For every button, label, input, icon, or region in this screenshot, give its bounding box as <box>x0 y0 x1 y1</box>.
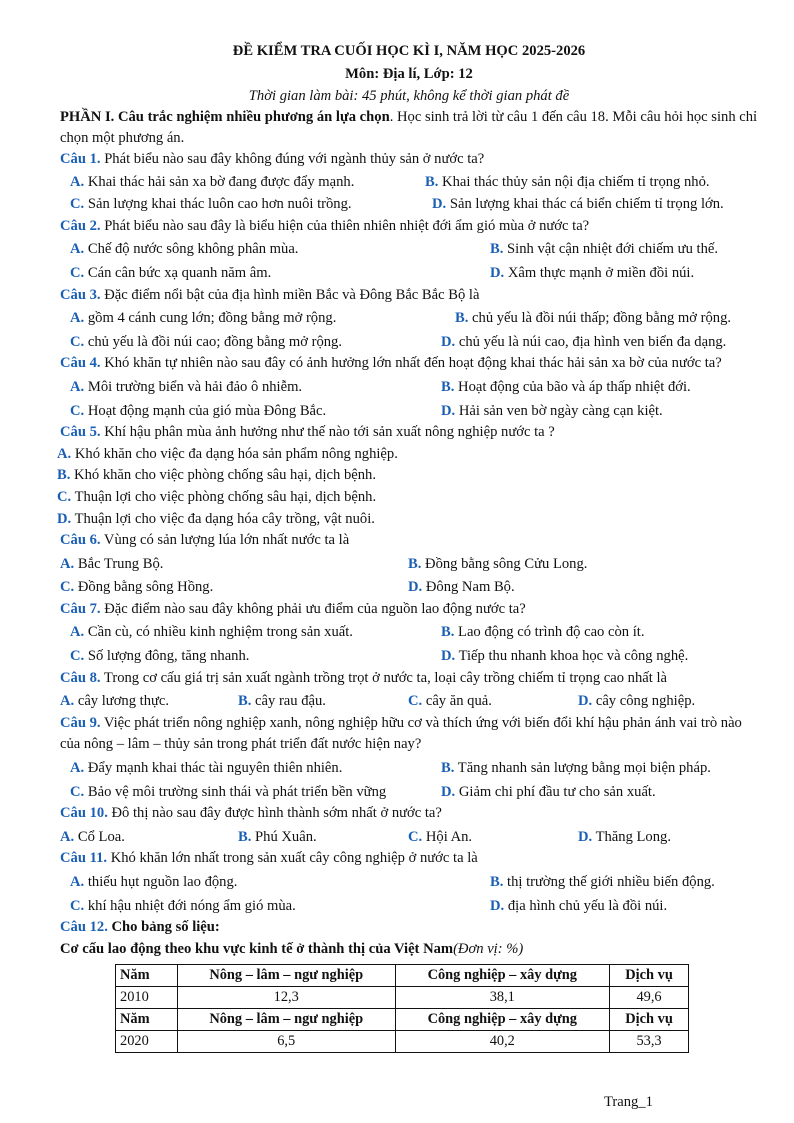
option-a[interactable]: A. Môi trường biển và hải đảo ô nhiễm. <box>70 378 303 395</box>
option-b[interactable]: B. chủ yếu là đồi núi thấp; đồng bằng mở rộng. <box>455 310 732 327</box>
table-cell: 12,3 <box>177 987 395 1009</box>
question-11 <box>60 848 758 917</box>
table-header-cell: Dịch vụ <box>610 1009 689 1031</box>
option-a[interactable]: A. Bắc Trung Bộ. <box>60 555 164 572</box>
option-c[interactable]: C. Cán cân bức xạ quanh năm âm. <box>70 264 272 281</box>
exam-title: ĐỀ KIỂM TRA CUỐI HỌC KÌ I, NĂM HỌC 2025-2026 <box>232 43 586 59</box>
option-d[interactable]: D. Xâm thực mạnh ở miền đồi núi. <box>490 264 695 281</box>
question-number: Câu 10. <box>60 805 108 822</box>
question-text: Việc phát triển nông nghiệp xanh, nông nghiệp hữu cơ và thích ứng với biến đổi khí hậu phản ánh vai trò nào của nông – lâm – thủy sản trong phát triển đất nước hiện nay? <box>60 714 742 753</box>
question-number: Câu 1. <box>60 151 101 167</box>
table-cell: 2010 <box>116 987 178 1009</box>
data-table <box>115 964 689 1053</box>
table-title: Cơ cấu lao động theo khu vực kinh tế ở thành thị của Việt Nam(Đơn vị: %) <box>60 940 524 957</box>
question-7 <box>60 599 758 668</box>
option-c[interactable]: C. Thuận lợi cho việc phòng chống sâu hại, dịch bệnh. <box>57 488 377 505</box>
table-header-cell: Nông – lâm – ngư nghiệp <box>177 1009 395 1031</box>
question-text: Phát biểu nào sau đây không đúng với ngành thủy sản ở nước ta? <box>100 151 485 167</box>
question-2 <box>60 216 758 285</box>
question-number: Câu 5. <box>60 424 101 441</box>
part-heading <box>60 107 758 149</box>
option-c[interactable]: C. Đồng bằng sông Hồng. <box>60 579 214 596</box>
question-number: Câu 7. <box>60 600 101 617</box>
option-b[interactable]: B. Khó khăn cho việc phòng chống sâu hại, dịch bệnh. <box>57 467 376 484</box>
option-c[interactable]: C. khí hậu nhiệt đới nóng ẩm gió mùa. <box>70 897 296 914</box>
option-d[interactable]: D. chủ yếu là núi cao, địa hình ven biển đa dạng. <box>441 333 727 350</box>
part-title: PHẦN I. Câu trắc nghiệm nhiều phương án lựa chọn <box>60 109 390 125</box>
option-b[interactable]: B. Phú Xuân. <box>238 828 317 845</box>
question-5 <box>57 422 758 530</box>
table-header-cell: Công nghiệp – xây dựng <box>395 965 610 987</box>
part-instruction: . Học sinh trả lời từ câu 1 đến câu 18. Mỗi câu hỏi học sinh chỉ chọn một phương án. <box>60 109 758 146</box>
option-d[interactable]: D. Sản lượng khai thác cá biển chiếm tỉ trọng lớn. <box>432 196 724 213</box>
question-number: Câu 2. <box>60 217 101 234</box>
table-unit: (Đơn vị: %) <box>453 940 524 957</box>
option-a[interactable]: A. Khó khăn cho việc đa dạng hóa sản phẩm nông nghiệp. <box>57 445 398 462</box>
exam-subject: Môn: Địa lí, Lớp: 12 <box>345 66 473 82</box>
table-cell: 53,3 <box>610 1031 689 1053</box>
question-1 <box>60 149 758 216</box>
option-c[interactable]: C. Số lượng đông, tăng nhanh. <box>70 648 250 665</box>
question-number: Câu 6. <box>60 532 101 549</box>
option-d[interactable]: D. địa hình chủ yếu là đồi núi. <box>490 897 668 914</box>
option-c[interactable]: C. Hội An. <box>408 828 473 845</box>
question-number: Câu 4. <box>60 355 101 372</box>
question-number: Câu 11. <box>60 850 108 867</box>
question-10 <box>60 803 758 848</box>
exam-page <box>57 40 758 1053</box>
option-d[interactable]: D. Hải sản ven bờ ngày càng cạn kiệt. <box>441 402 663 419</box>
option-a[interactable]: A. cây lương thực. <box>60 693 170 710</box>
option-c[interactable]: C. Bảo vệ môi trường sinh thái và phát triển bền vững <box>70 783 387 800</box>
option-b[interactable]: B. Khai thác thủy sản nội địa chiếm tỉ trọng nhỏ. <box>425 173 710 190</box>
question-text: Đặc điểm nào sau đây không phải ưu điểm của nguồn lao động nước ta? <box>100 600 526 617</box>
option-b[interactable]: B. cây rau đậu. <box>238 693 326 710</box>
option-c[interactable]: C. Hoạt động mạnh của gió mùa Đông Bắc. <box>70 402 327 419</box>
option-d[interactable]: D. Tiếp thu nhanh khoa học và công nghệ. <box>441 648 689 665</box>
option-b[interactable]: B. Sinh vật cận nhiệt đới chiếm ưu thế. <box>490 241 719 258</box>
question-number: Câu 3. <box>60 286 101 303</box>
question-3 <box>60 285 758 354</box>
question-number: Câu 8. <box>60 669 101 686</box>
table-header-cell: Nông – lâm – ngư nghiệp <box>177 965 395 987</box>
option-c[interactable]: C. Sản lượng khai thác luôn cao hơn nuôi trồng. <box>70 196 352 213</box>
question-text: Trong cơ cấu giá trị sản xuất ngành trồng trọt ở nước ta, loại cây trồng chiếm tỉ trọng cao nhất là <box>100 669 667 686</box>
option-a[interactable]: A. gồm 4 cánh cung lớn; đồng bằng mở rộng. <box>70 310 337 327</box>
option-a[interactable]: A. Cổ Loa. <box>60 828 125 845</box>
question-12 <box>60 917 758 1053</box>
option-d[interactable]: D. Thăng Long. <box>578 828 671 845</box>
question-number: Câu 9. <box>60 714 101 731</box>
option-c[interactable]: C. cây ăn quả. <box>408 693 492 710</box>
option-c[interactable]: C. chủ yếu là đồi núi cao; đồng bằng mở rộng. <box>70 333 342 350</box>
option-b[interactable]: B. Đồng bằng sông Cửu Long. <box>408 555 588 572</box>
question-text: Vùng có sản lượng lúa lớn nhất nước ta là <box>100 532 350 549</box>
table-cell: 38,1 <box>395 987 610 1009</box>
option-a[interactable]: A. Khai thác hải sản xa bờ đang được đẩy mạnh. <box>70 173 355 190</box>
question-6 <box>60 530 758 599</box>
option-a[interactable]: A. thiếu hụt nguồn lao động. <box>70 874 238 890</box>
question-text: Khí hậu phân mùa ảnh hưởng như thế nào tới sản xuất nông nghiệp nước ta ? <box>100 424 555 441</box>
table-row <box>116 987 689 1009</box>
table-header-cell: Công nghiệp – xây dựng <box>395 1009 610 1031</box>
exam-time: Thời gian làm bài: 45 phút, không kể thời gian phát đề <box>248 88 570 104</box>
question-text: Đặc điểm nổi bật của địa hình miền Bắc và Đông Bắc Bắc Bộ là <box>100 286 480 303</box>
option-b[interactable]: B. thị trường thế giới nhiều biến động. <box>490 874 715 890</box>
table-cell: 40,2 <box>395 1031 610 1053</box>
table-header-cell: Dịch vụ <box>610 965 689 987</box>
page-number: Trang_1 <box>604 1094 653 1110</box>
table-header-cell: Năm <box>116 965 178 987</box>
question-text: Khó khăn tự nhiên nào sau đây có ảnh hưởng lớn nhất đến hoạt động khai thác hải sản xa bờ của nước ta? <box>100 355 722 372</box>
table-cell: 2020 <box>116 1031 178 1053</box>
question-text: Cho bảng số liệu: <box>107 919 220 936</box>
table-cell: 6,5 <box>177 1031 395 1053</box>
table-header-cell: Năm <box>116 1009 178 1031</box>
option-d[interactable]: D. cây công nghiệp. <box>578 693 696 710</box>
option-b[interactable]: B. Hoạt động của bão và áp thấp nhiệt đới. <box>441 378 691 395</box>
question-number: Câu 12. <box>60 919 108 936</box>
option-d[interactable]: D. Giảm chi phí đầu tư cho sản xuất. <box>441 783 656 800</box>
table-header-row <box>116 965 689 987</box>
question-9 <box>60 713 758 803</box>
question-text: Đô thị nào sau đây được hình thành sớm nhất ở nước ta? <box>107 805 442 822</box>
question-4 <box>60 353 758 422</box>
option-d[interactable]: D. Đông Nam Bộ. <box>408 579 515 596</box>
option-d[interactable]: D. Thuận lợi cho việc đa dạng hóa cây trồng, vật nuôi. <box>57 510 375 527</box>
option-a[interactable]: A. Cần cù, có nhiều kinh nghiệm trong sản xuất. <box>70 624 353 641</box>
question-8 <box>60 668 758 713</box>
table-row <box>116 1031 689 1053</box>
option-a[interactable]: A. Chế độ nước sông không phân mùa. <box>70 241 299 258</box>
question-text: Khó khăn lớn nhất trong sản xuất cây công nghiệp ở nước ta là <box>107 850 478 867</box>
option-b[interactable]: B. Tăng nhanh sản lượng bằng mọi biện pháp. <box>441 760 711 777</box>
option-b[interactable]: B. Lao động có trình độ cao còn ít. <box>441 624 645 641</box>
option-a[interactable]: A. Đẩy mạnh khai thác tài nguyên thiên nhiên. <box>70 760 343 777</box>
question-text: Phát biểu nào sau đây là biểu hiện của thiên nhiên nhiệt đới ẩm gió mùa ở nước ta? <box>100 217 590 234</box>
table-cell: 49,6 <box>610 987 689 1009</box>
table-header-row <box>116 1009 689 1031</box>
